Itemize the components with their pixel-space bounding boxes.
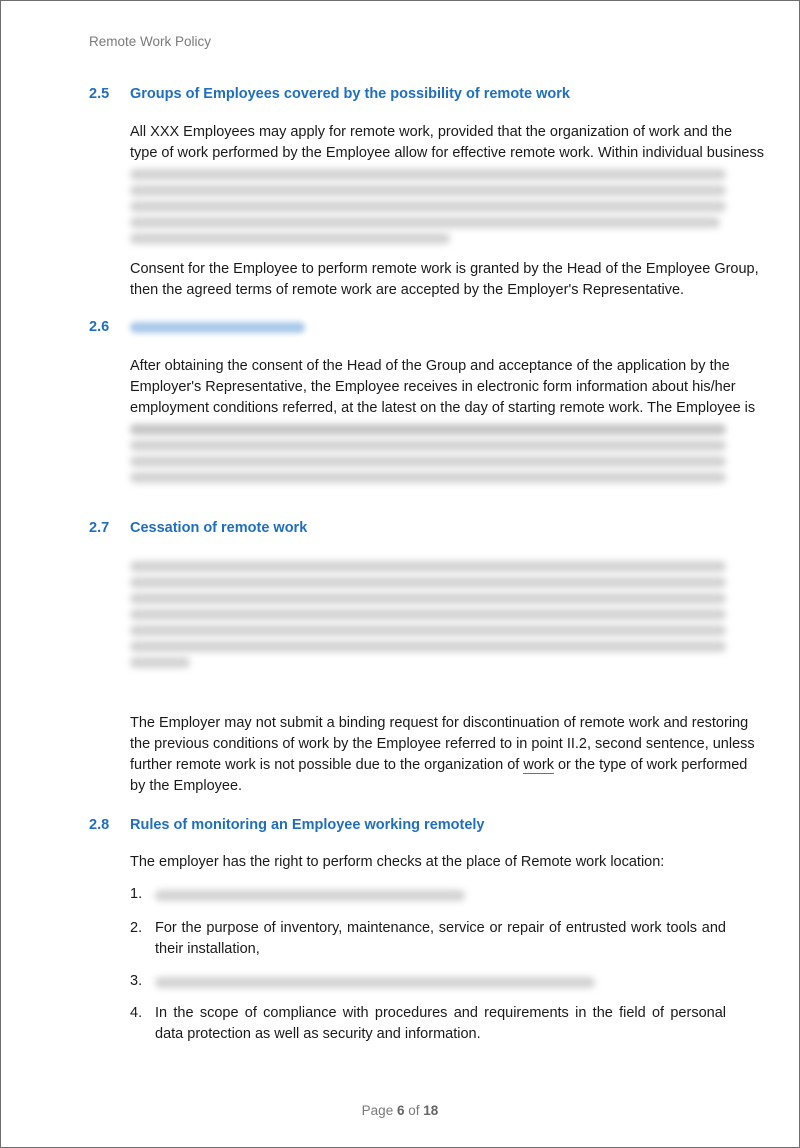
list-item	[130, 971, 726, 993]
paragraph-2-5-b	[130, 259, 759, 301]
redacted-text	[130, 609, 726, 620]
redacted-heading	[130, 322, 305, 333]
redacted-text	[130, 201, 726, 212]
text-line: employment conditions referred, at the latest on the day of starting remote work. The Employee is	[130, 400, 756, 416]
list-number: 2.	[130, 920, 143, 936]
text-line: Consent for the Employee to perform remote work is granted by the Head of the Employee Group,	[130, 261, 759, 277]
redacted-text	[130, 625, 726, 636]
text-line: The Employer may not submit a binding request for discontinuation of remote work and restoring	[130, 715, 749, 731]
text-line	[130, 755, 748, 776]
redacted-text	[130, 424, 726, 435]
list-text	[155, 890, 726, 901]
section-heading-2-7	[89, 520, 307, 536]
list-text	[155, 977, 726, 988]
section-heading-2-6	[89, 319, 305, 335]
paragraph-2-7-a	[130, 556, 726, 673]
redacted-text	[130, 577, 726, 588]
text-line: After obtaining the consent of the Head of the Group and acceptance of the application by the	[130, 358, 730, 374]
total-pages: 18	[423, 1103, 439, 1118]
redacted-text	[130, 456, 726, 467]
section-title: Groups of Employees covered by the possibility of remote work	[130, 86, 570, 102]
list-number: 3.	[130, 973, 143, 989]
redacted-text	[130, 561, 726, 572]
text-line: The employer has the right to perform checks at the place of Remote work location:	[130, 854, 665, 870]
text-line: All XXX Employees may apply for remote work, provided that the organization of work and the	[130, 124, 733, 140]
footer-separator: of	[408, 1103, 420, 1118]
redacted-text	[130, 217, 720, 228]
section-number: 2.6	[89, 319, 110, 335]
text-line: by the Employee.	[130, 778, 243, 794]
list-item	[130, 884, 726, 906]
text-line: then the agreed terms of remote work are accepted by the Employer's Representative.	[130, 282, 685, 298]
redacted-text	[130, 657, 190, 668]
section-number: 2.7	[89, 520, 110, 536]
redacted-text	[130, 233, 450, 244]
text-line: Employer's Representative, the Employee receives in electronic form information about his/her	[130, 379, 736, 395]
running-header: Remote Work Policy	[89, 34, 212, 49]
underlined-word: work	[523, 757, 554, 773]
section-number: 2.8	[89, 817, 110, 833]
redacted-text	[130, 185, 726, 196]
footer-prefix: Page	[361, 1103, 394, 1118]
text-segment: further remote work is not possible due to the organization of	[130, 757, 524, 773]
paragraph-2-6	[130, 356, 756, 488]
list-number: 4.	[130, 1005, 143, 1021]
redacted-text	[155, 890, 465, 901]
text-line: the previous conditions of work by the Employee referred to in point II.2, second sentence, unless	[130, 736, 755, 752]
paragraph-2-8-intro	[130, 852, 726, 873]
text-segment: or the type of work performed	[553, 757, 748, 773]
section-number: 2.5	[89, 86, 110, 102]
paragraph-2-5-a	[130, 122, 764, 249]
list-item	[130, 918, 726, 960]
paragraph-2-7-b	[130, 713, 755, 797]
list-text: For the purpose of inventory, maintenance, service or repair of entrusted work tools and their installation,	[155, 920, 726, 957]
redacted-text	[130, 641, 726, 652]
current-page: 6	[396, 1103, 405, 1118]
list-number: 1.	[130, 886, 143, 902]
list-item	[130, 1003, 726, 1045]
page-footer	[1, 1103, 799, 1118]
list-text: In the scope of compliance with procedures and requirements in the field of personal data protection as well as security and information.	[155, 1005, 726, 1042]
redacted-text	[130, 169, 726, 180]
redacted-text	[130, 440, 726, 451]
section-title: Rules of monitoring an Employee working remotely	[130, 817, 485, 833]
redacted-text	[130, 593, 726, 604]
section-heading-2-8	[89, 817, 485, 833]
section-heading-2-5	[89, 86, 570, 102]
section-title: Cessation of remote work	[130, 520, 308, 536]
redacted-text	[155, 977, 595, 988]
text-line: type of work performed by the Employee allow for effective remote work. Within individual business	[130, 145, 764, 161]
redacted-text	[130, 472, 726, 483]
